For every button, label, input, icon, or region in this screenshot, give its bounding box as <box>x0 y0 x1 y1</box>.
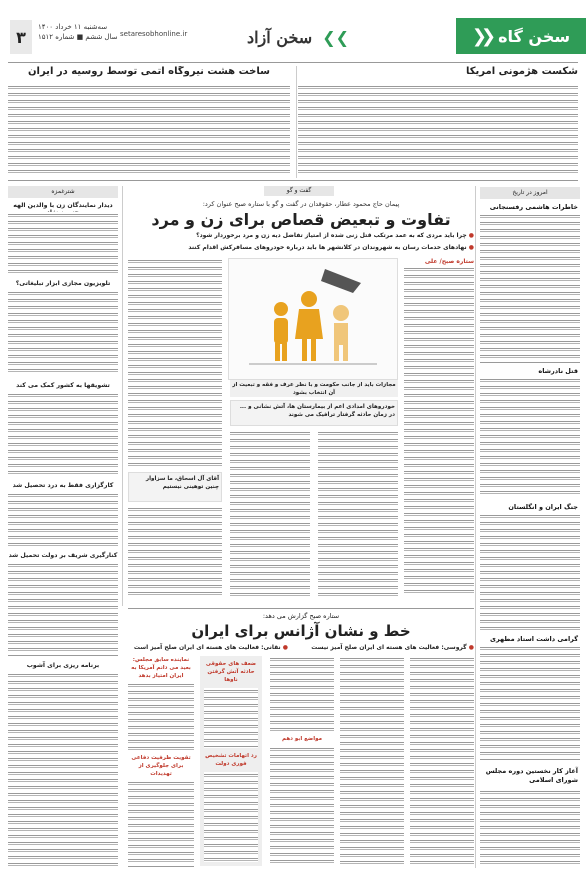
left-item-title: برنامه ریزی برای آشوب <box>26 662 100 669</box>
left-column-tag: شترغمزه <box>8 186 118 198</box>
pull-quote-2: آقای آل اسحاق، ما سزاوار چنین توهینی نیستیم <box>128 472 222 502</box>
photo-caption: مجازات باید از جانب حکومت و با نظر عرف و فقه و تبعیت از آن انتخاب بشود <box>230 380 398 397</box>
date-line: سه‌شنبه ۱۱ خرداد ۱۴۰۰ <box>38 23 108 31</box>
lead-1: ● چرا باید مردی که به عمد مرتکب قتل زنی شده از امتیاز تفاضل دیه زن و مرد برخوردار شود؟ <box>196 232 474 239</box>
bottom-story <box>128 612 474 868</box>
history-sidebar <box>480 187 580 867</box>
issue-line: سال ششم ■ شماره ۱۵۱۲ <box>38 33 118 41</box>
top-story-left <box>8 66 290 178</box>
top-story-left-body <box>8 84 290 174</box>
bottom-lead-right: ● گروسی: فعالیت های هسته ای ایران صلح آمیز نیست <box>311 644 474 651</box>
main-story <box>128 186 474 606</box>
story-column <box>404 258 474 598</box>
top-story-right-title: شکست هژمونی آمریکا <box>465 66 578 77</box>
left-item-title: کارگزاری فقط به درد تحصیل شد <box>12 482 114 489</box>
sidebar-item-title: خاطرات هاشمی رفسنجانی <box>489 203 578 211</box>
section-title: سخن گاه <box>498 26 571 46</box>
box-title: تقویت ظرفیت دفاعی برای جلوگیری از تهدیدات <box>131 755 191 777</box>
box-title: رد اتهامات تشخیص فوری دولت <box>205 753 257 767</box>
sidebar-box <box>200 656 262 866</box>
top-story-left-title: ساخت هشت نیروگاه اتمی توسط روسیه در ایران <box>28 66 270 77</box>
page-number: ۳ <box>10 20 32 54</box>
sidebar-tag: امروز در تاریخ <box>480 187 580 199</box>
top-story-right-body <box>298 84 578 174</box>
top-story-right <box>298 66 578 178</box>
sidebar-item-title: جنگ ایران و انگلستان <box>508 503 578 511</box>
pull-quote-1: خودروهای امدادی اعم از بیمارستان ها، آتش نشانی و ... در زمان حادثه گرفتار ترافیک می شوند <box>230 400 398 426</box>
lead-1-text: چرا باید مردی که به عمد مرتکب قتل زنی شده از امتیاز تفاضل دیه زن و مرد برخوردار شود؟ <box>196 232 467 239</box>
bottom-lead-right-text: گروسی: فعالیت های هسته ای ایران صلح آمیز نیست <box>311 644 467 651</box>
masthead <box>0 0 586 62</box>
bottom-left-col <box>128 656 194 866</box>
supertitle: پیمان حاج محمود عطار، حقوقدان در گفت و گو با ستاره صبح عنوان کرد: <box>202 200 400 208</box>
bottom-headline: خط و نشان آژانس برای ایران <box>191 622 411 640</box>
headline: تفاوت و تبعیض قصاص برای زن و مرد <box>151 210 451 229</box>
bottom-lead-left: ● نقانی: فعالیت های هسته ای ایران صلح آمیز است <box>133 644 288 651</box>
sub-heading: مواضع ابو دهم <box>282 736 322 742</box>
illustration-photo <box>228 258 398 380</box>
left-item-title: دیدار نمایندگان زن با والدین الهه <box>13 202 113 209</box>
box-title: نماینده سابق مجلس: بعید می دانم آمریکا به ایران امتیاز بدهد <box>131 657 191 679</box>
story-column-left <box>128 258 222 598</box>
website-link[interactable]: setaresobhonline.ir <box>120 30 188 38</box>
box-title: ضعف های حقوقی حادثه آتش گرفتن ناوها <box>205 661 257 683</box>
left-item-title: کنارگیری شریف بر دولت تحمیل شد <box>8 552 118 559</box>
sidebar-item-title: قتل نادرشاه <box>538 367 578 375</box>
issue-info <box>10 20 240 54</box>
double-chevron-icon: ❮❮ <box>471 25 491 47</box>
byline: ستاره صبح/ علی <box>424 258 474 265</box>
sidebar-item-title: گرامی داشت استاد مطهری <box>490 635 578 643</box>
section-banner <box>456 18 586 54</box>
bottom-supertitle: ستاره صبح گزارش می دهد: <box>262 612 340 620</box>
lead-2-text: نهادهای خدمات رسان به شهروندان در کلانشهر ها باید درباره خودروهای مسافرکش اقدام کنند <box>188 244 467 251</box>
logo: سخن آزاد <box>246 27 313 47</box>
date-info <box>38 22 118 42</box>
lead-2: ● نهادهای خدمات رسان به شهروندان در کلانشهر ها باید درباره خودروهای مسافرکش اقدام کنند <box>188 244 474 251</box>
left-item-title: تلویزیون مجازی ابزار تبلیغاتی؟ <box>15 280 111 287</box>
section-tag: گفت و گو <box>264 186 334 196</box>
sidebar-item-title: آغاز کار نخستین دوره مجلس شورای اسلامی <box>485 767 578 784</box>
double-chevron-icon: ❯❯ <box>322 27 350 47</box>
bottom-lead-left-text: نقانی: فعالیت های هسته ای ایران صلح آمیز است <box>133 644 281 651</box>
left-column <box>8 186 118 868</box>
left-item-title: تشویقها به کشور کمک می کند <box>16 382 110 389</box>
